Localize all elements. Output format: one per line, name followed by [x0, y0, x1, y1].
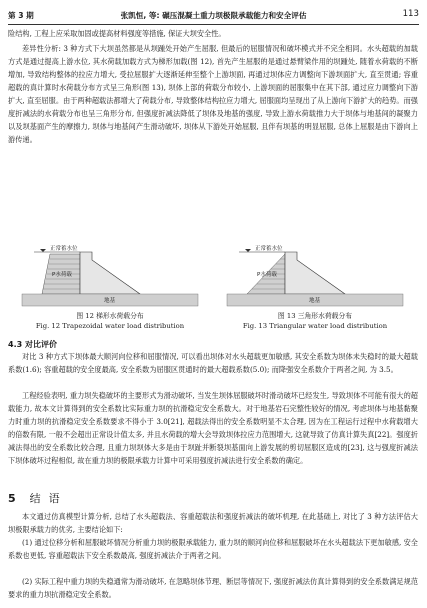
water-level-marker-icon	[40, 249, 46, 252]
paragraph-conclusion-1: (1) 通过位移分析和屈服破坏情况分析重力坝的极限承载能力, 重力坝的顺河向位移和屈服破坏在水头超载法下更加敏感, 安全系数也更低, 容重超载法下安全系数最高, 强度折减法介于两者之间。	[8, 538, 418, 560]
running-title: 张凯恒, 等: 碾压混凝土重力坝极限承载能力和安全评估	[120, 11, 307, 20]
dam-body-shape	[80, 252, 140, 294]
header-rule	[8, 24, 419, 25]
water-load-label: P水荷载	[52, 272, 72, 278]
water-load-label: P水荷载	[257, 272, 277, 278]
paragraph-summary: 本文通过仿真模型计算分析, 总结了水头超载法、容重超载法和强度折减法的破坏机理, 在此基础上, 对比了 3 种方法评估大坝极限承载力的优劣, 主要结论如下:	[8, 512, 418, 534]
section-heading-4-3: 4.3 对比评价	[8, 340, 57, 349]
running-header	[8, 8, 419, 22]
caption-en: Fig. 13 Triangular water load distribution	[242, 322, 388, 330]
paragraph-engineering-experience: 工程经验表明, 重力坝失稳破坏的主要形式为滑动破坏, 当发生坝体屈服破坏时滑动破坏已经发生, 导致坝体不可能有很大的超载能力, 故本文计算得到的安全系数比实际重力坝的抗滑稳定安全系数大。对于地基岩石完整性较好的情况, 考虑坝体与地基黏聚力时重力坝的抗滑稳定安全系数要求不得小于 3.0[21], 超载法得出的安全系数明显不太合理, 因为在工程运行过程中水荷载增大的倍数有限, 一般不会超出正常设计值太多, 并且水荷载的增大会导致坝体拉应力范围增大, 这就导致了仿真计算失真[22]。强度折减法得出的安全系数比较合理, 且重力坝坝体大多是由于坝趾并断裂坝基面向上游发展的剪切屈服区造成的[23], 这与强度折减法下坝体破坏过程相似, 故在重力坝的极限承载力计算中可采用强度折减法进行安全系数的确定。	[8, 391, 418, 465]
figure-12	[20, 246, 200, 308]
paragraph-comparison: 对比 3 种方式下坝体最大顺河向位移和屈服情况, 可以看出坝体对水头超载更加敏感, 其安全系数为坝体未失稳时的最大超载系数(1.6); 容重超载的安全度最高, 安全系数为屈服区贯通时的最大超载系数(5.0); 而降强安全系数介于两者之间, 为 3.5。	[8, 352, 418, 374]
paragraph-conclusion-risk: 险结构, 工程上应采取加固或提高材料强度等措施, 保证大坝安全性。	[8, 29, 226, 38]
paragraph-difference-analysis: 差异性分析: 3 种方式下大坝虽然都是从坝踵处开始产生屈服, 但最后的屈服情况和破坏模式并不完全相同。水头超载的加载方式是通过提高上游水位, 其水荷载加载方式为梯形加载(图 12), 首先产生屈服的是通过悬臂梁作用的坝踵处, 随着水荷载的不断增加, 导致结构整体的拉应力增大, 受拉屈服扩大逐渐延伸至整个上游坝面, 再通过坝体应力调整向下游坝面扩大, 直至贯通; 容重超载的真计算时水荷载分布方式呈三角形(图 13), 坝体上部的荷载分布较小, 上游坝面的屈服集中在其下部, 通过应力调整向下游扩大, 直至屈服。由于两种超载法都增大了荷载分布, 导致整体结构拉应力增大, 屈服面均呈现出了从上游向下游扩大的趋势。而强度折减法的水荷载分布也呈三角形分布, 但强度折减法降低了坝体及地基的强度, 导致上游水荷载推力大于坝体与地基间的凝聚力以及坝基面产生的摩擦力, 坝体与地基间产生滑动破坏, 坝体从下游处开始屈服, 且伴有坝基的明显屈服, 总体上屈服是由下游向上游传递。	[8, 44, 418, 144]
foundation-label: 地基	[104, 298, 116, 304]
section-heading-5	[8, 490, 68, 506]
figure-12-caption	[10, 311, 210, 331]
caption-cn: 图 13 三角形水荷载分布	[277, 312, 353, 320]
caption-cn: 图 12 梯形水荷载分布	[76, 312, 144, 320]
page-number: 113	[402, 9, 419, 19]
figure-13	[225, 246, 405, 308]
issue-number: 第 3 期	[8, 11, 34, 20]
water-level-marker-icon	[245, 249, 251, 252]
caption-en: Fig. 12 Trapezoidal water load distribution	[35, 322, 185, 330]
section-number: 5	[8, 492, 16, 505]
figure-13-caption	[215, 311, 415, 331]
water-level-label: 正常蓄水位	[50, 246, 78, 252]
water-level-label: 正常蓄水位	[255, 246, 283, 252]
paragraph-conclusion-2: (2) 实际工程中重力坝的失稳通常为滑动破坏, 在忽略坝体节理、断层等情况下, 强度折减法仿真计算得到的安全系数满足规范要求的重力坝抗滑稳定安全系数。	[8, 577, 418, 599]
foundation-label: 地基	[309, 298, 321, 304]
dam-body-shape	[285, 252, 345, 294]
section-title: 结语	[29, 492, 68, 505]
